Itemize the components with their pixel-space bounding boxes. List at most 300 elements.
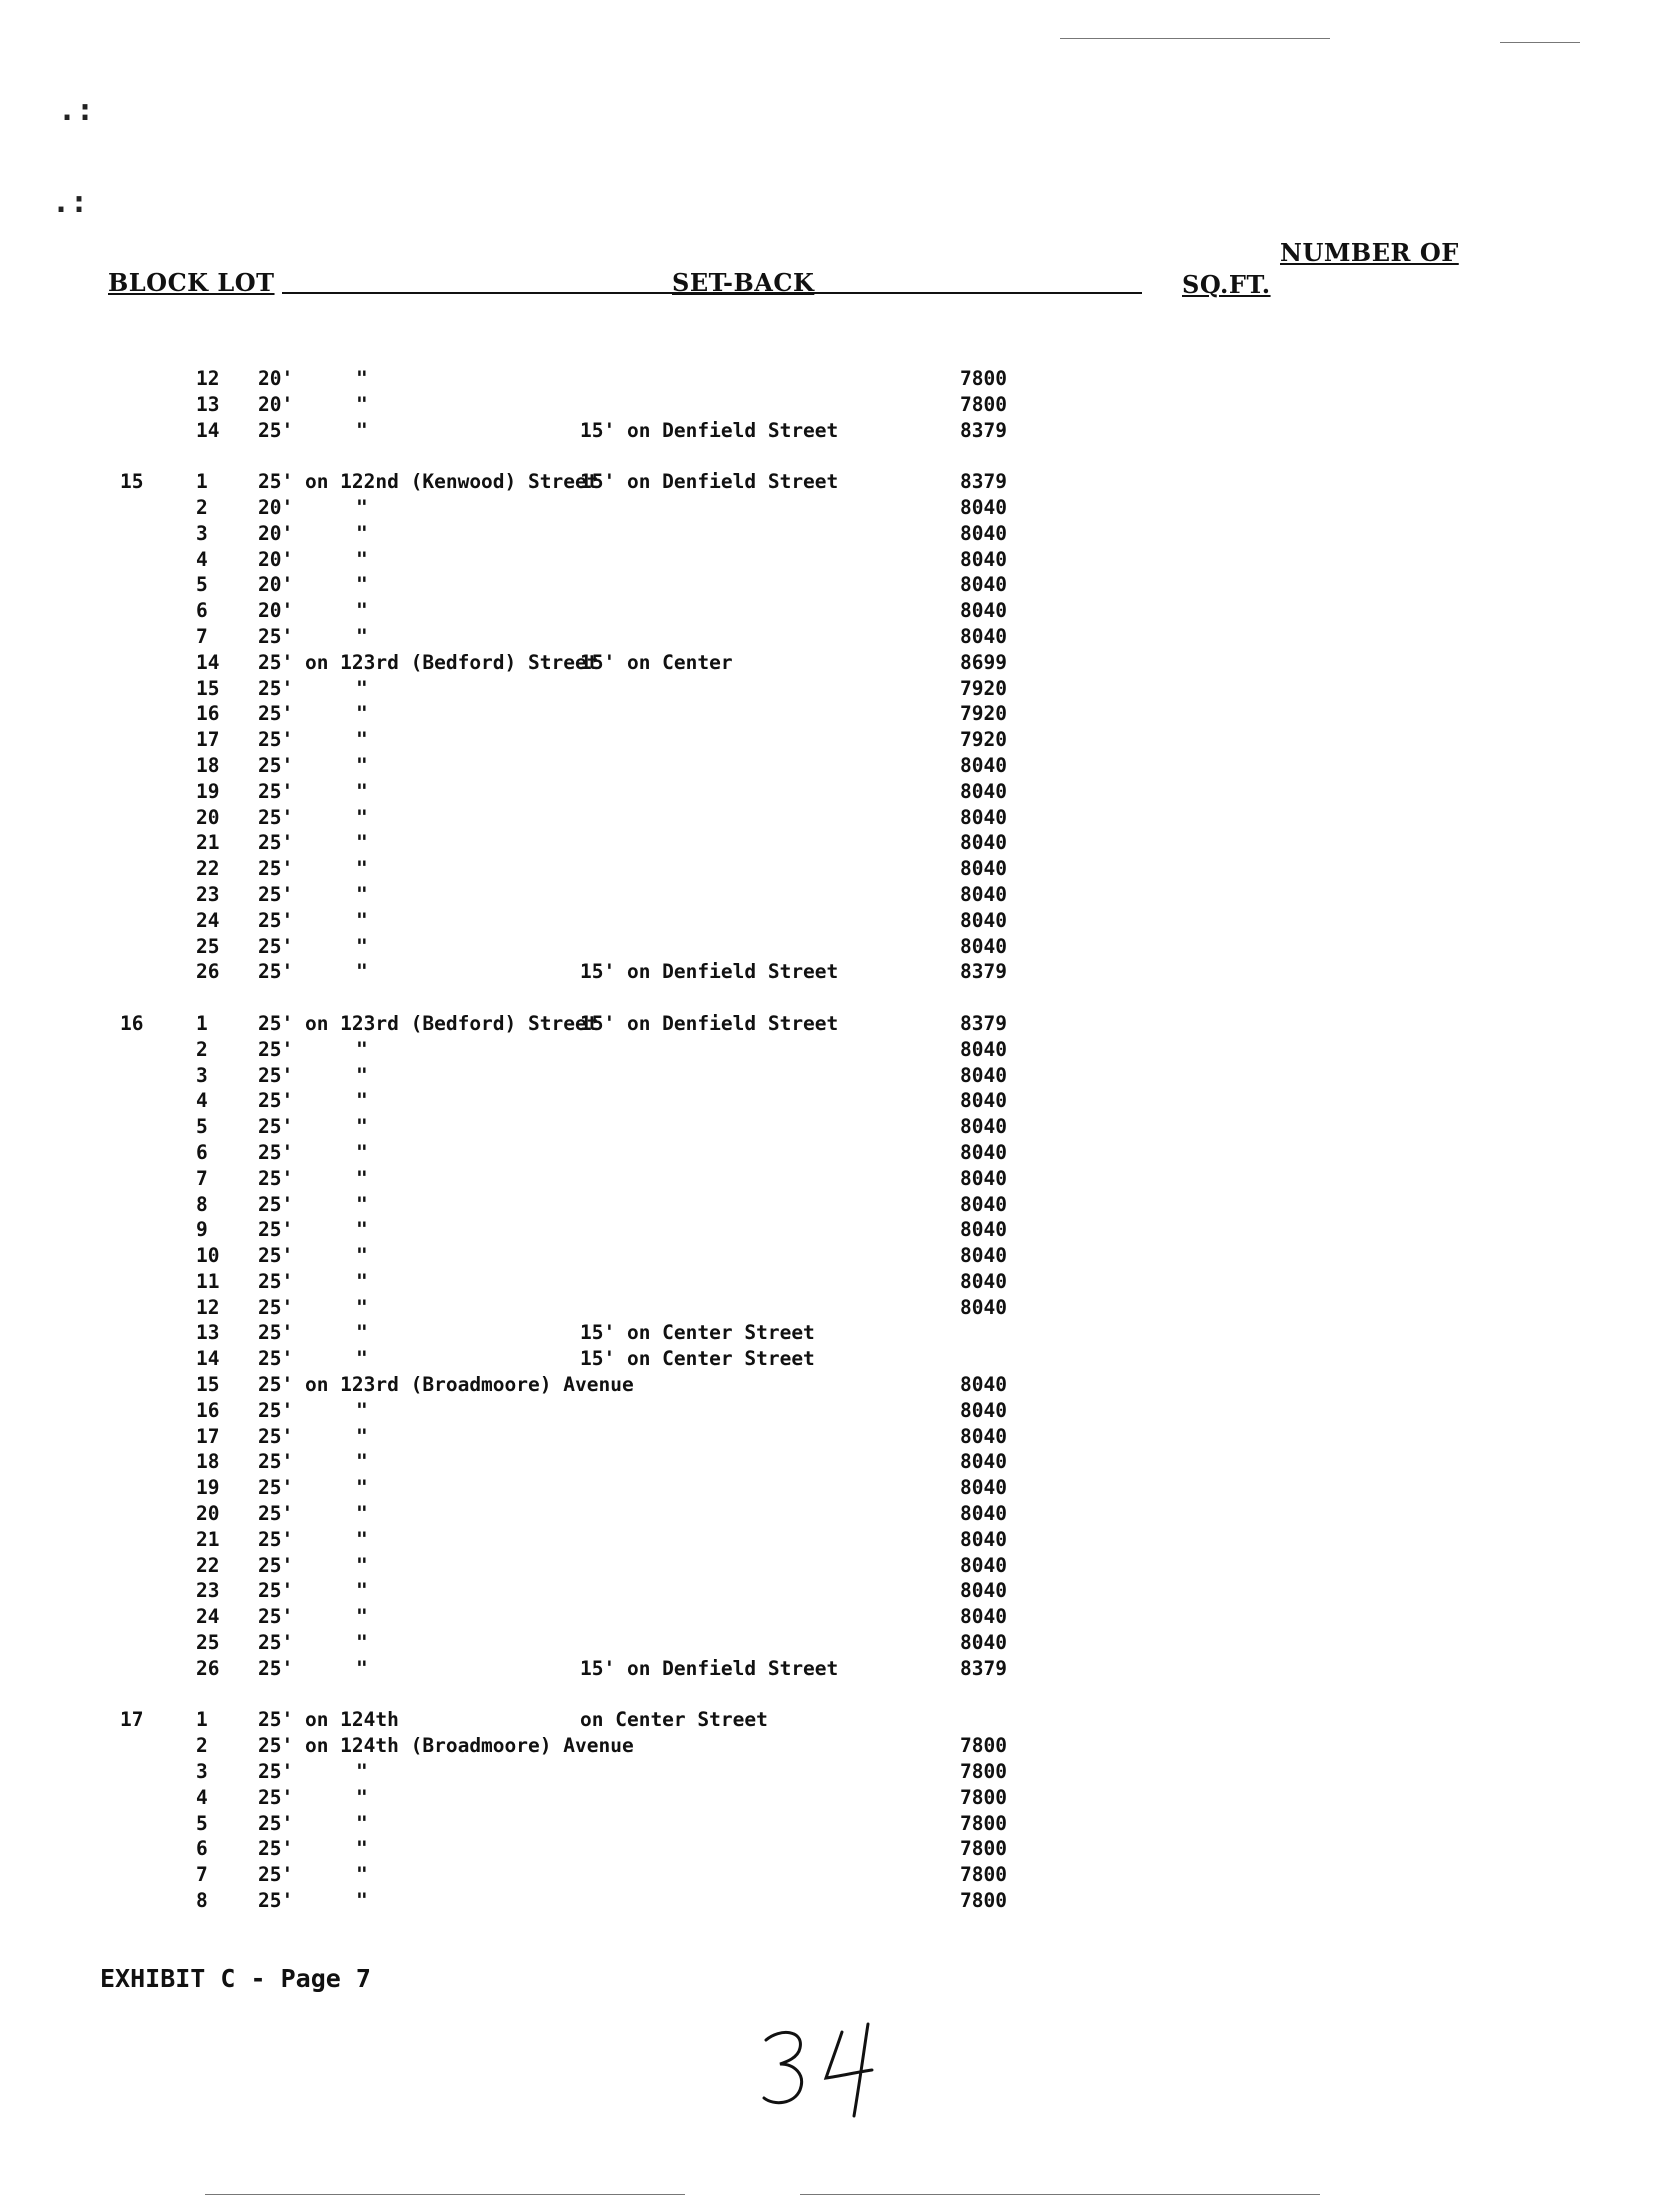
side-setback-cell: 15' on Center Street	[580, 1347, 815, 1371]
table-row	[0, 1346, 1666, 1372]
handwritten-page-number	[760, 2020, 900, 2120]
sqft-cell: 8040	[960, 1089, 1007, 1113]
setback-cell: 25'	[258, 908, 294, 932]
setback-cell: 25' on 123rd (Bedford) Street	[258, 1011, 599, 1035]
setback-cell: 25'	[258, 1476, 294, 1500]
setback-cell: 25'	[258, 1166, 294, 1190]
side-setback-cell: 15' on Denfield Street	[580, 960, 839, 984]
sqft-cell: 8040	[960, 1373, 1007, 1397]
setback-cell: 25'	[258, 1115, 294, 1139]
ditto-mark: "	[356, 599, 368, 623]
ditto-mark: "	[356, 753, 368, 777]
ditto-mark: "	[356, 367, 368, 390]
lot-cell: 2	[196, 1734, 208, 1758]
table-row	[0, 882, 1666, 908]
lot-cell: 21	[196, 831, 220, 855]
lot-cell: 16	[196, 702, 220, 726]
sqft-cell: 8040	[960, 624, 1007, 648]
table-row	[0, 1475, 1666, 1501]
lot-cell: 12	[196, 1295, 220, 1319]
ditto-mark: "	[356, 1450, 368, 1474]
lot-cell: 7	[196, 624, 208, 648]
sqft-cell: 8040	[960, 1424, 1007, 1448]
sqft-cell: 8040	[960, 1295, 1007, 1319]
ditto-mark: "	[356, 1269, 368, 1293]
setback-cell: 25'	[258, 1631, 294, 1655]
setback-cell: 25'	[258, 831, 294, 855]
sqft-cell: 8040	[960, 1063, 1007, 1087]
lot-cell: 19	[196, 1476, 220, 1500]
lot-cell: 14	[196, 418, 220, 442]
table-row	[0, 1063, 1666, 1089]
ditto-mark: "	[356, 547, 368, 571]
setback-cell: 25'	[258, 624, 294, 648]
setback-cell: 25'	[258, 1424, 294, 1448]
setback-cell: 20'	[258, 573, 294, 597]
lot-cell: 15	[196, 676, 220, 700]
lot-cell: 24	[196, 908, 220, 932]
side-setback-cell: on Center Street	[580, 1708, 768, 1732]
lot-cell: 23	[196, 1579, 220, 1603]
table-row	[0, 1759, 1666, 1785]
setback-cell: 25'	[258, 1398, 294, 1422]
setback-cell: 25'	[258, 1321, 294, 1345]
setback-cell: 25'	[258, 882, 294, 906]
lot-cell: 10	[196, 1244, 220, 1268]
lot-cell: 20	[196, 1502, 220, 1526]
ditto-mark: "	[356, 495, 368, 519]
ditto-mark: "	[356, 1502, 368, 1526]
setback-cell: 25'	[258, 857, 294, 881]
table-row	[0, 1733, 1666, 1759]
punch-hole-mark: .:	[52, 185, 89, 220]
setback-cell: 25'	[258, 1863, 294, 1887]
table-row	[0, 1243, 1666, 1269]
table-row	[0, 1836, 1666, 1862]
lot-cell: 23	[196, 882, 220, 906]
table-row	[0, 1269, 1666, 1295]
table-row	[0, 830, 1666, 856]
lot-cell: 22	[196, 857, 220, 881]
table-row	[0, 1011, 1666, 1037]
lot-cell: 13	[196, 1321, 220, 1345]
lot-cell: 6	[196, 1140, 208, 1164]
table-row	[0, 753, 1666, 779]
setback-cell: 25'	[258, 1450, 294, 1474]
table-row	[0, 1114, 1666, 1140]
lot-cell: 5	[196, 1115, 208, 1139]
setback-cell: 25'	[258, 1037, 294, 1061]
lot-cell: 7	[196, 1863, 208, 1887]
setback-cell: 20'	[258, 392, 294, 416]
table-row	[0, 1656, 1666, 1682]
sqft-cell: 8040	[960, 882, 1007, 906]
setback-cell: 25'	[258, 934, 294, 958]
sqft-cell: 8040	[960, 1450, 1007, 1474]
sqft-cell: 8699	[960, 650, 1007, 674]
table-row	[0, 676, 1666, 702]
lot-cell: 18	[196, 1450, 220, 1474]
lot-table	[0, 366, 1666, 1914]
table-row	[0, 727, 1666, 753]
sqft-cell: 7920	[960, 728, 1007, 752]
lot-cell: 19	[196, 779, 220, 803]
side-setback-cell: 15' on Denfield Street	[580, 418, 839, 442]
setback-cell: 25' on 123rd (Broadmoore) Avenue	[258, 1373, 634, 1397]
lot-cell: 13	[196, 392, 220, 416]
lot-cell: 18	[196, 753, 220, 777]
lot-cell: 20	[196, 805, 220, 829]
sqft-cell: 8040	[960, 1140, 1007, 1164]
ditto-mark: "	[356, 1863, 368, 1887]
ditto-mark: "	[356, 1347, 368, 1371]
ditto-mark: "	[356, 1140, 368, 1164]
lot-cell: 25	[196, 934, 220, 958]
setback-cell: 25'	[258, 960, 294, 984]
lot-cell: 22	[196, 1553, 220, 1577]
ditto-mark: "	[356, 805, 368, 829]
lot-cell: 6	[196, 1837, 208, 1861]
setback-cell: 25'	[258, 1837, 294, 1861]
setback-cell: 25'	[258, 753, 294, 777]
ditto-mark: "	[356, 1089, 368, 1113]
ditto-mark: "	[356, 908, 368, 932]
lot-cell: 3	[196, 521, 208, 545]
ditto-mark: "	[356, 1605, 368, 1629]
table-row	[0, 598, 1666, 624]
ditto-mark: "	[356, 1476, 368, 1500]
sqft-cell: 8040	[960, 1244, 1007, 1268]
table-row	[0, 1398, 1666, 1424]
sqft-cell: 7920	[960, 702, 1007, 726]
lot-cell: 17	[196, 728, 220, 752]
table-row	[0, 366, 1666, 392]
lot-cell: 16	[196, 1398, 220, 1422]
lot-cell: 5	[196, 573, 208, 597]
ditto-mark: "	[356, 1115, 368, 1139]
setback-cell: 25'	[258, 1811, 294, 1835]
table-row	[0, 1449, 1666, 1475]
table-row	[0, 1811, 1666, 1837]
table-row	[0, 650, 1666, 676]
sqft-cell: 8379	[960, 470, 1007, 494]
sqft-cell: 7800	[960, 1811, 1007, 1835]
lot-cell: 1	[196, 1708, 208, 1732]
table-row	[0, 495, 1666, 521]
setback-cell: 25'	[258, 1218, 294, 1242]
scan-artifact-line	[800, 2194, 1320, 2195]
table-row	[0, 1707, 1666, 1733]
lot-cell: 12	[196, 367, 220, 390]
ditto-mark: "	[356, 934, 368, 958]
sqft-cell: 8040	[960, 1502, 1007, 1526]
ditto-mark: "	[356, 1037, 368, 1061]
setback-cell: 25'	[258, 1579, 294, 1603]
lot-cell: 6	[196, 599, 208, 623]
ditto-mark: "	[356, 831, 368, 855]
lot-cell: 14	[196, 1347, 220, 1371]
header-number-of: NUMBER OF	[1280, 238, 1459, 267]
sqft-cell: 7800	[960, 1785, 1007, 1809]
side-setback-cell: 15' on Denfield Street	[580, 1011, 839, 1035]
setback-cell: 25'	[258, 1089, 294, 1113]
setback-cell: 25'	[258, 1244, 294, 1268]
setback-cell: 25' on 124th (Broadmoore) Avenue	[258, 1734, 634, 1758]
ditto-mark: "	[356, 1424, 368, 1448]
ditto-mark: "	[356, 1398, 368, 1422]
ditto-mark: "	[356, 882, 368, 906]
sqft-cell: 8040	[960, 1166, 1007, 1190]
ditto-mark: "	[356, 1218, 368, 1242]
block-cell: 15	[120, 470, 144, 494]
ditto-mark: "	[356, 779, 368, 803]
setback-cell: 25'	[258, 1063, 294, 1087]
side-setback-cell: 15' on Center	[580, 650, 733, 674]
setback-cell: 20'	[258, 599, 294, 623]
table-row	[0, 392, 1666, 418]
side-setback-cell: 15' on Denfield Street	[580, 470, 839, 494]
sqft-cell: 8040	[960, 1631, 1007, 1655]
setback-cell: 20'	[258, 367, 294, 390]
lot-cell: 21	[196, 1527, 220, 1551]
lot-cell: 11	[196, 1269, 220, 1293]
lot-cell: 1	[196, 470, 208, 494]
ditto-mark: "	[356, 1553, 368, 1577]
scan-artifact-line	[1500, 42, 1580, 43]
sqft-cell: 8040	[960, 1476, 1007, 1500]
sqft-cell: 8040	[960, 1037, 1007, 1061]
lot-cell: 4	[196, 1089, 208, 1113]
ditto-mark: "	[356, 1656, 368, 1680]
punch-hole-mark: .:	[58, 93, 95, 128]
header-sq-ft: SQ.FT.	[1182, 270, 1271, 299]
ditto-mark: "	[356, 676, 368, 700]
ditto-mark: "	[356, 1244, 368, 1268]
table-row	[0, 624, 1666, 650]
sqft-cell: 8040	[960, 521, 1007, 545]
block-cell: 17	[120, 1708, 144, 1732]
table-row	[0, 418, 1666, 444]
lot-cell: 2	[196, 1037, 208, 1061]
setback-cell: 25'	[258, 1269, 294, 1293]
table-row	[0, 1424, 1666, 1450]
table-row	[0, 908, 1666, 934]
sqft-cell: 8040	[960, 779, 1007, 803]
table-row	[0, 1037, 1666, 1063]
setback-cell: 20'	[258, 521, 294, 545]
ditto-mark: "	[356, 1579, 368, 1603]
header-set-back: SET-BACK	[672, 268, 815, 297]
setback-cell: 25'	[258, 702, 294, 726]
side-setback-cell: 15' on Denfield Street	[580, 1656, 839, 1680]
ditto-mark: "	[356, 1811, 368, 1835]
sqft-cell: 8379	[960, 1011, 1007, 1035]
sqft-cell: 7800	[960, 392, 1007, 416]
sqft-cell: 8040	[960, 599, 1007, 623]
table-row	[0, 1501, 1666, 1527]
ditto-mark: "	[356, 624, 368, 648]
setback-cell: 25'	[258, 1656, 294, 1680]
sqft-cell: 7920	[960, 676, 1007, 700]
setback-cell: 25' on 122nd (Kenwood) Street	[258, 470, 599, 494]
ditto-mark: "	[356, 1889, 368, 1913]
lot-cell: 25	[196, 1631, 220, 1655]
ditto-mark: "	[356, 1760, 368, 1784]
setback-cell: 20'	[258, 495, 294, 519]
table-row	[0, 856, 1666, 882]
lot-cell: 24	[196, 1605, 220, 1629]
sqft-cell: 8040	[960, 805, 1007, 829]
sqft-cell: 8040	[960, 1527, 1007, 1551]
ditto-mark: "	[356, 392, 368, 416]
sqft-cell: 7800	[960, 1889, 1007, 1913]
table-row	[0, 1192, 1666, 1218]
lot-cell: 8	[196, 1192, 208, 1216]
setback-cell: 25'	[258, 805, 294, 829]
table-row	[0, 1166, 1666, 1192]
table-row	[0, 1372, 1666, 1398]
sqft-cell: 8040	[960, 753, 1007, 777]
ditto-mark: "	[356, 702, 368, 726]
scan-artifact-line	[205, 2194, 685, 2195]
sqft-cell: 8040	[960, 1269, 1007, 1293]
sqft-cell: 8379	[960, 1656, 1007, 1680]
lot-cell: 26	[196, 960, 220, 984]
setback-cell: 25'	[258, 1785, 294, 1809]
sqft-cell: 8040	[960, 831, 1007, 855]
table-row	[0, 469, 1666, 495]
sqft-cell: 8040	[960, 934, 1007, 958]
lot-cell: 14	[196, 650, 220, 674]
ditto-mark: "	[356, 1527, 368, 1551]
lot-cell: 26	[196, 1656, 220, 1680]
lot-cell: 2	[196, 495, 208, 519]
sqft-cell: 8040	[960, 1579, 1007, 1603]
table-row	[0, 1862, 1666, 1888]
table-row	[0, 1217, 1666, 1243]
sqft-cell: 8040	[960, 857, 1007, 881]
table-row	[0, 1320, 1666, 1346]
table-row	[0, 779, 1666, 805]
lot-cell: 4	[196, 547, 208, 571]
table-row	[0, 1785, 1666, 1811]
lot-cell: 8	[196, 1889, 208, 1913]
sqft-cell: 8379	[960, 960, 1007, 984]
sqft-cell: 7800	[960, 1837, 1007, 1861]
setback-cell: 25'	[258, 676, 294, 700]
sqft-cell: 7800	[960, 1863, 1007, 1887]
table-row	[0, 1140, 1666, 1166]
side-setback-cell: 15' on Center Street	[580, 1321, 815, 1345]
lot-cell: 5	[196, 1811, 208, 1835]
table-row	[0, 572, 1666, 598]
lot-cell: 1	[196, 1011, 208, 1035]
setback-cell: 25'	[258, 779, 294, 803]
sqft-cell: 8040	[960, 495, 1007, 519]
ditto-mark: "	[356, 418, 368, 442]
setback-cell: 25'	[258, 1140, 294, 1164]
sqft-cell: 8040	[960, 573, 1007, 597]
sqft-cell: 8040	[960, 1398, 1007, 1422]
sqft-cell: 7800	[960, 367, 1007, 390]
ditto-mark: "	[356, 1063, 368, 1087]
ditto-mark: "	[356, 1295, 368, 1319]
lot-cell: 15	[196, 1373, 220, 1397]
sqft-cell: 7800	[960, 1760, 1007, 1784]
lot-cell: 4	[196, 1785, 208, 1809]
table-row	[0, 1578, 1666, 1604]
scan-artifact-line	[1060, 38, 1330, 39]
sqft-cell: 8040	[960, 1605, 1007, 1629]
setback-cell: 25'	[258, 1889, 294, 1913]
lot-cell: 3	[196, 1063, 208, 1087]
table-row	[0, 1553, 1666, 1579]
sqft-cell: 8040	[960, 1218, 1007, 1242]
setback-cell: 25' on 124th	[258, 1708, 399, 1732]
lot-cell: 9	[196, 1218, 208, 1242]
table-row	[0, 959, 1666, 985]
table-row	[0, 1630, 1666, 1656]
ditto-mark: "	[356, 1321, 368, 1345]
sqft-cell: 8040	[960, 1115, 1007, 1139]
ditto-mark: "	[356, 1631, 368, 1655]
exhibit-footer: EXHIBIT C - Page 7	[100, 1964, 371, 1993]
ditto-mark: "	[356, 857, 368, 881]
block-cell: 16	[120, 1011, 144, 1035]
ditto-mark: "	[356, 573, 368, 597]
ditto-mark: "	[356, 1192, 368, 1216]
table-row	[0, 521, 1666, 547]
table-row	[0, 1527, 1666, 1553]
table-row	[0, 547, 1666, 573]
lot-cell: 3	[196, 1760, 208, 1784]
setback-cell: 20'	[258, 547, 294, 571]
ditto-mark: "	[356, 521, 368, 545]
ditto-mark: "	[356, 1166, 368, 1190]
setback-cell: 25'	[258, 1192, 294, 1216]
setback-cell: 25'	[258, 1295, 294, 1319]
setback-cell: 25' on 123rd (Bedford) Street	[258, 650, 599, 674]
setback-cell: 25'	[258, 1502, 294, 1526]
setback-cell: 25'	[258, 1347, 294, 1371]
ditto-mark: "	[356, 728, 368, 752]
lot-cell: 17	[196, 1424, 220, 1448]
sqft-cell: 8040	[960, 1192, 1007, 1216]
sqft-cell: 8040	[960, 1553, 1007, 1577]
ditto-mark: "	[356, 1837, 368, 1861]
lot-cell: 7	[196, 1166, 208, 1190]
header-block-lot: BLOCK LOT	[108, 268, 275, 297]
table-row	[0, 1088, 1666, 1114]
setback-cell: 25'	[258, 1527, 294, 1551]
sqft-cell: 8040	[960, 908, 1007, 932]
sqft-cell: 7800	[960, 1734, 1007, 1758]
setback-cell: 25'	[258, 728, 294, 752]
table-row	[0, 1604, 1666, 1630]
table-row	[0, 1888, 1666, 1914]
setback-cell: 25'	[258, 1605, 294, 1629]
table-row	[0, 1295, 1666, 1321]
table-row	[0, 701, 1666, 727]
table-row	[0, 934, 1666, 960]
setback-cell: 25'	[258, 1553, 294, 1577]
sqft-cell: 8379	[960, 418, 1007, 442]
setback-cell: 25'	[258, 418, 294, 442]
ditto-mark: "	[356, 1785, 368, 1809]
setback-cell: 25'	[258, 1760, 294, 1784]
sqft-cell: 8040	[960, 547, 1007, 571]
ditto-mark: "	[356, 960, 368, 984]
